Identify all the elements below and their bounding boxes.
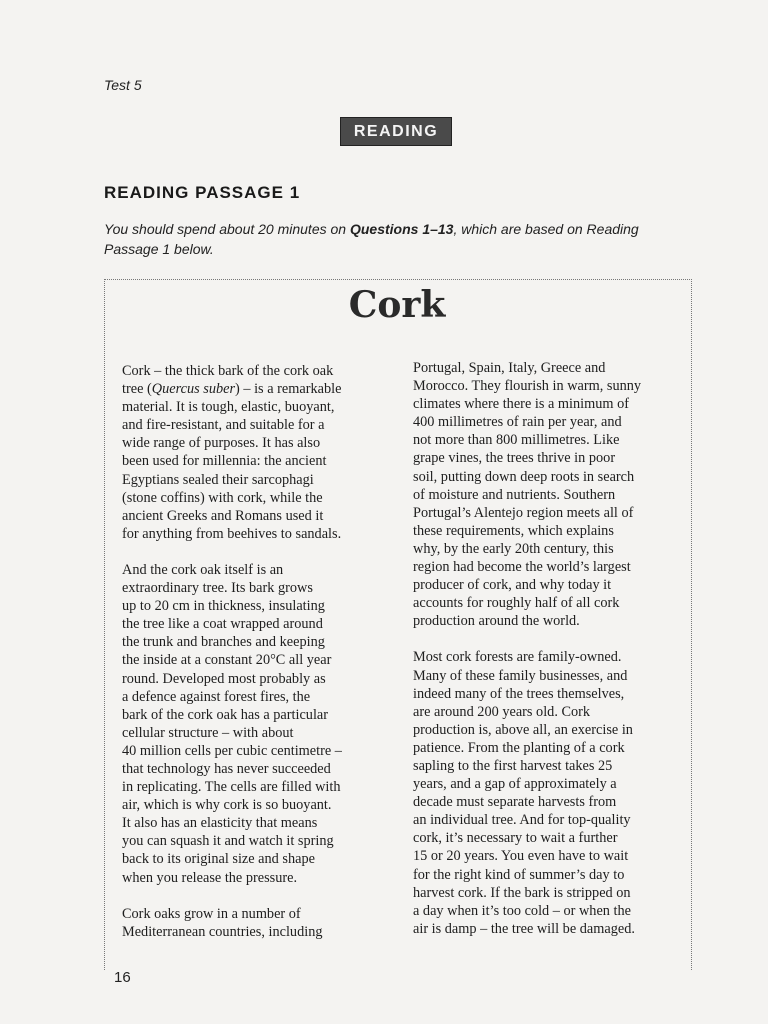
text-line: accounts for roughly half of all cork (413, 595, 620, 612)
instructions (104, 219, 694, 259)
text-line: of moisture and nutrients. Southern (413, 486, 616, 503)
text-line: air, which is why cork is so buoyant. (122, 797, 332, 814)
text-line: patience. From the planting of a cork (413, 739, 625, 756)
text-line: the inside at a constant 20°C all year (122, 652, 332, 669)
text-line: the trunk and branches and keeping (122, 634, 325, 651)
text-line: And the cork oak itself is an (122, 561, 284, 578)
text-line: material. It is tough, elastic, buoyant, (122, 399, 335, 416)
text-line: region had become the world’s largest (413, 559, 631, 576)
passage-title: Cork (348, 284, 446, 326)
text-line: Portugal, Spain, Italy, Greece and (413, 360, 606, 376)
paragraph (122, 362, 397, 543)
section-banner (340, 117, 452, 146)
text-line: indeed many of the trees themselves, (413, 685, 625, 702)
text-line: for anything from beehives to sandals. (122, 525, 342, 542)
text-line: years, and a gap of approximately a (413, 776, 617, 793)
paragraph (413, 648, 693, 938)
text-line: extraordinary tree. Its bark grows (122, 580, 313, 597)
text-line: Many of these family businesses, and (413, 667, 628, 684)
text-line: production around the world. (413, 613, 580, 630)
text-line: for the right kind of summer’s day to (413, 866, 625, 883)
text-line: are around 200 years old. Cork (413, 703, 591, 720)
text-line: in replicating. The cells are filled with (122, 779, 341, 796)
passage-left-column (122, 362, 397, 959)
text-line: It also has an elasticity that means (122, 815, 318, 832)
text-line: wide range of purposes. It has also (122, 435, 321, 452)
text-line: a defence against forest fires, the (122, 688, 311, 705)
text-line: cellular structure – with about (122, 724, 294, 741)
text-line: and fire-resistant, and suitable for a (122, 417, 325, 434)
text-line: when you release the pressure. (122, 869, 298, 886)
text-line: the tree like a coat wrapped around (122, 616, 323, 633)
paragraph (413, 359, 693, 630)
instructions-text-before: You should spend about 20 minutes on (104, 221, 350, 237)
text-line: decade must separate harvests from (413, 794, 617, 811)
page-number: 16 (114, 969, 131, 986)
text-line: Cork oaks grow in a number of (122, 905, 301, 922)
text-line: climates where there is a minimum of (413, 396, 629, 413)
text-line: round. Developed most probably as (122, 670, 326, 687)
text-line: 40 million cells per cubic centimetre – (122, 742, 342, 759)
paragraph (122, 561, 397, 887)
text-line: these requirements, which explains (413, 522, 614, 539)
text-line: Most cork forests are family-owned. (413, 649, 622, 666)
text-line: harvest cork. If the bark is stripped on (413, 884, 631, 901)
text-line: back to its original size and shape (122, 851, 315, 868)
instructions-text-after: , which are based on Reading Passage 1 below. (104, 221, 639, 257)
text-line: cork, it’s necessary to wait a further (413, 830, 618, 847)
text-line: air is damp – the tree will be damaged. (413, 920, 635, 937)
text-line: an individual tree. And for top-quality (413, 812, 631, 829)
text-line: 400 millimetres of rain per year, and (413, 414, 622, 431)
text-line: bark of the cork oak has a particular (122, 706, 329, 723)
text-line: that technology has never succeeded (122, 760, 331, 777)
text-line: been used for millennia: the ancient (122, 453, 327, 470)
text-line: Mediterranean countries, including (122, 923, 323, 940)
paragraph (122, 905, 397, 941)
text-line: Egyptians sealed their sarcophagi (122, 471, 314, 488)
text-line: (stone coffins) with cork, while the (122, 489, 323, 506)
text-line: a day when it’s too cold – or when the (413, 902, 631, 919)
text-line: grape vines, the trees thrive in poor (413, 450, 616, 467)
text-line: you can squash it and watch it spring (122, 833, 334, 850)
text-line: producer of cork, and why today it (413, 577, 612, 594)
text-line: Portugal’s Alentejo region meets all of (413, 504, 634, 521)
text-line: up to 20 cm in thickness, insulating (122, 598, 325, 615)
text-line: 15 or 20 years. You even have to wait (413, 848, 629, 865)
text-line: not more than 800 millimetres. Like (413, 432, 620, 449)
text-line: soil, putting down deep roots in search (413, 468, 635, 485)
text-line: sapling to the first harvest takes 25 (413, 757, 613, 774)
text-line: Cork – the thick bark of the cork oak (122, 363, 334, 379)
section-banner-label: READING (353, 122, 439, 140)
instructions-question-range: Questions 1–13 (349, 221, 454, 237)
text-line: tree (Quercus suber) – is a remarkable (122, 381, 342, 398)
passage-heading: READING PASSAGE 1 (104, 183, 301, 202)
passage-right-column (413, 359, 693, 956)
text-line: ancient Greeks and Romans used it (122, 507, 324, 524)
test-label: Test 5 (104, 77, 142, 93)
text-line: Morocco. They flourish in warm, sunny (413, 378, 642, 395)
text-line: why, by the early 20th century, this (413, 540, 614, 557)
text-line: production is, above all, an exercise in (413, 721, 633, 738)
